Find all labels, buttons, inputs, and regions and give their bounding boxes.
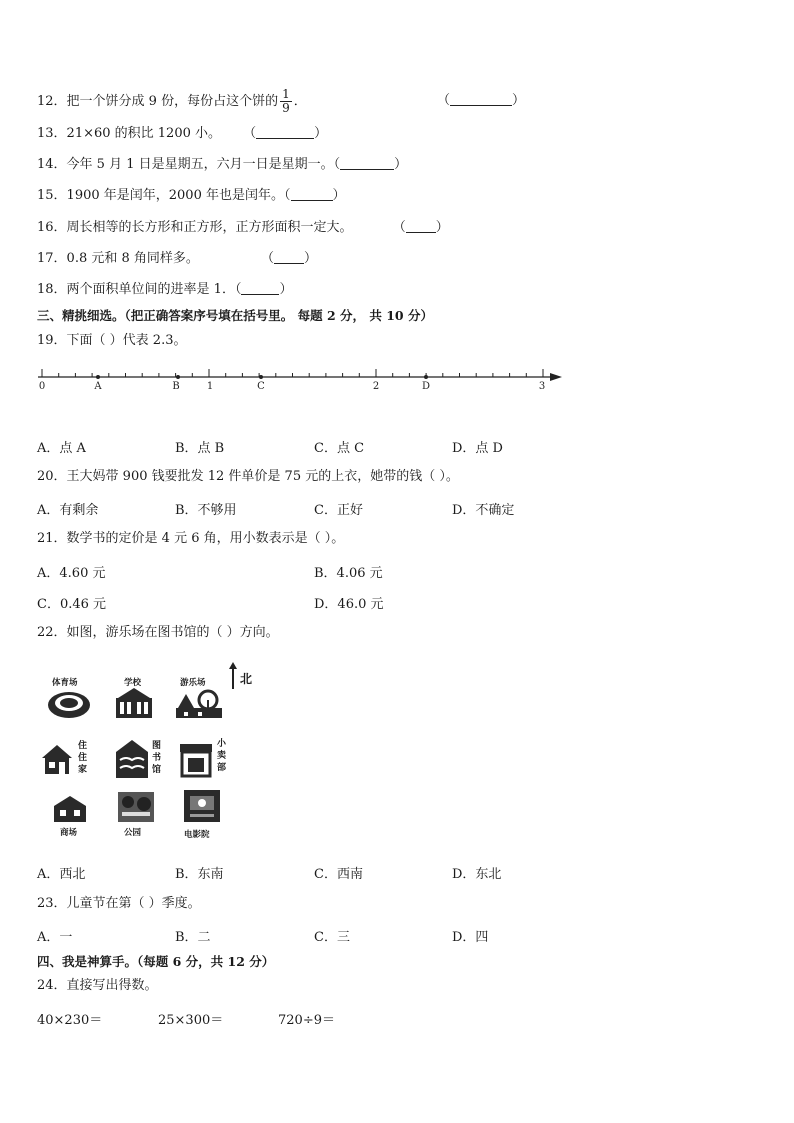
shop-icon [178,742,214,778]
north-arrow-icon [228,662,238,690]
calc-item-3[interactable]: 720÷9＝ [278,1013,335,1028]
point-d-dot [424,375,428,379]
label-1: 1 [206,381,214,392]
number-line [30,358,570,394]
question-18: 18．两个面积单位间的进率是 1．（ ） [37,282,293,297]
label-mall: 商场 [60,828,78,838]
label-stadium: 体育场 [52,678,78,688]
calc-item-2[interactable]: 25×300＝ [158,1013,224,1028]
q21-option-b[interactable]: B．4.06 元 [314,566,383,581]
answer-blank-15[interactable]: （ ） [283,188,346,203]
label-c: C [257,381,265,392]
q22-option-b[interactable]: B．东南 [175,867,224,882]
answer-blank-18[interactable]: （ ） [234,282,293,297]
q23-option-b[interactable]: B．二 [175,930,211,945]
answer-blank-13[interactable]: （ ） [243,126,328,141]
answer-blank-14[interactable]: （ ） [333,157,408,172]
question-12: 12．把一个饼分成 9 份，每份占这个饼的 $\frac{1}{9}$ ． [37,87,307,115]
q23-option-c[interactable]: C．三 [314,930,350,945]
question-22-stem: 22．如图，游乐场在图书馆的（ ）方向。 [37,625,279,640]
q20-option-a[interactable]: A．有剩余 [37,503,99,518]
question-20-stem: 20．王大妈带 900 钱要批发 12 件单价是 75 元的上衣，她带的钱（ ）。 [37,469,459,484]
q22-option-c[interactable]: C．西南 [314,867,363,882]
question-16: 16．周长相等的长方形和正方形，正方形面积一定大。 （ ） [37,220,449,235]
north-label: 北 [240,672,253,686]
q20-option-c[interactable]: C．正好 [314,503,363,518]
answer-blank-17[interactable]: （ ） [261,251,318,266]
calc-item-1[interactable]: 40×230＝ [37,1013,103,1028]
q19-option-c[interactable]: C．点 C [314,441,365,456]
q21-option-d[interactable]: D．46.0 元 [314,597,384,612]
amusement-park-icon [176,686,222,720]
question-24-stem: 24．直接写出得数。 [37,978,158,993]
q21-option-a[interactable]: A．4.60 元 [37,566,106,581]
answer-blank-12[interactable]: （ ） [437,93,526,108]
question-13: 13．21×60 的积比 1200 小。 （ ） [37,126,328,141]
point-a-dot [96,375,100,379]
q22-option-d[interactable]: D．东北 [452,867,502,882]
label-park: 公园 [124,828,142,838]
q20-option-b[interactable]: B．不够用 [175,503,237,518]
label-3: 3 [538,381,546,392]
label-2: 2 [372,381,380,392]
question-19-stem: 19．下面（ ）代表 2.3。 [37,333,187,348]
q22-option-a[interactable]: A．西北 [37,867,86,882]
park-icon [116,790,156,824]
question-17: 17．0.8 元和 8 角同样多。 （ ） [37,251,318,266]
label-shop: 小 卖 部 [217,739,227,773]
section-3-heading: 三、精挑细选。（把正确答案序号填在括号里。 每题 2 分， 共 10 分） [37,308,433,323]
q23-option-d[interactable]: D．四 [452,930,489,945]
label-school: 学校 [124,678,142,688]
label-b: B [172,381,180,392]
mall-icon [52,794,88,824]
label-library: 图 书 馆 [152,741,162,775]
library-icon [112,738,152,780]
question-15: 15．1900 年是闰年，2000 年也是闰年。（ ） [37,188,346,203]
label-residence: 住 住 家 [78,741,88,775]
label-0: 0 [38,381,46,392]
point-c-dot [259,375,263,379]
question-23-stem: 23．儿童节在第（ ）季度。 [37,896,201,911]
fraction: $\frac{1}{9}$ [282,87,290,115]
q21-option-c[interactable]: C．0.46 元 [37,597,107,612]
answer-blank-16[interactable]: （ ） [392,220,449,235]
question-21-stem: 21．数学书的定价是 4 元 6 角，用小数表示是（ ）。 [37,531,345,546]
point-b-dot [176,375,180,379]
q19-option-a[interactable]: A．点 A [37,441,86,456]
school-icon [112,686,156,720]
stadium-icon [46,686,92,720]
label-amusement-park: 游乐场 [180,678,206,688]
label-cinema: 电影院 [184,830,210,840]
residence-icon [40,742,74,776]
cinema-icon [182,788,222,824]
q19-option-d[interactable]: D．点 D [452,441,503,456]
label-d: D [421,381,431,392]
question-14: 14．今年 5 月 1 日是星期五，六月一日是星期一。（ ） [37,157,408,172]
section-4-heading: 四、我是神算手。（每题 6 分，共 12 分） [37,954,275,969]
label-a: A [94,381,102,392]
q20-option-d[interactable]: D．不确定 [452,503,515,518]
q23-option-a[interactable]: A．一 [37,930,73,945]
q19-option-b[interactable]: B．点 B [175,441,225,456]
